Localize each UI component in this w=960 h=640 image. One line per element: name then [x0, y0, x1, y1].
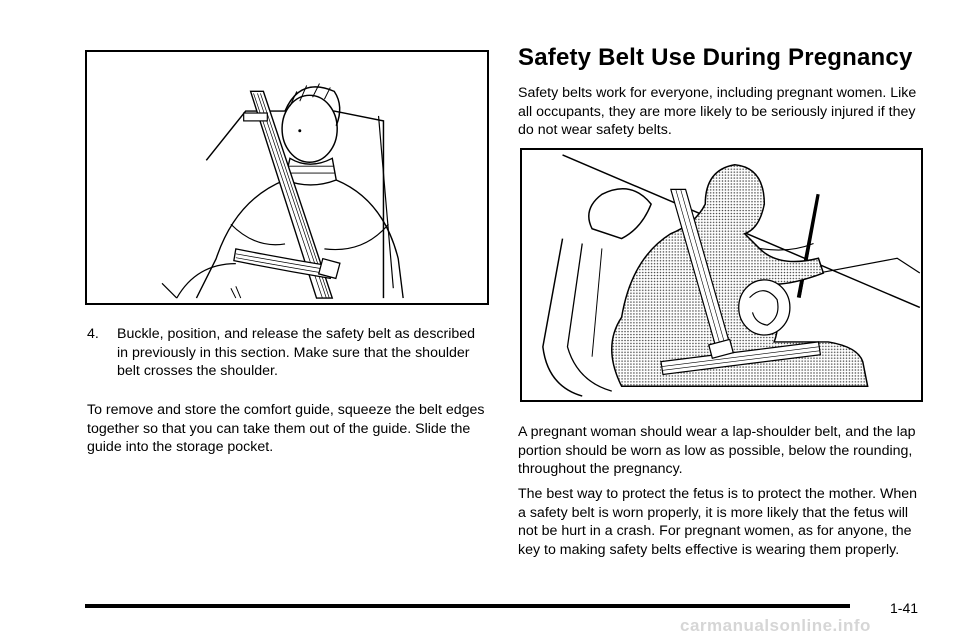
step-text: Buckle, position, and release the safety belt as described in previously in this section. Make sure that the shoulder belt crosses the shoulder.	[117, 326, 476, 379]
child-safety-belt-illustration	[85, 50, 489, 305]
step-4	[87, 325, 487, 381]
pregnant-woman-belt-illustration	[520, 148, 923, 402]
child-belt-drawing	[87, 52, 487, 303]
step-number: 4.	[87, 326, 99, 342]
footer-rule	[85, 604, 850, 608]
page-number: 1-41	[890, 600, 919, 616]
watermark: carmanualsonline.info	[680, 616, 871, 635]
fetus-protection-paragraph: The best way to protect the fetus is to protect the mother. When a safety belt is worn properly, it is more likely that the fetus will not be hurt in a crash. For pregnant women, as for anyone, the key to making safety belts effective is wearing them properly.	[518, 486, 918, 558]
comfort-guide-paragraph: To remove and store the comfort guide, squeeze the belt edges together so that you can take them out of the guide. Slide the guide into the storage pocket.	[87, 402, 485, 455]
pregnancy-intro-paragraph: Safety belts work for everyone, including pregnant women. Like all occupants, they are more likely to be seriously injured if they do not wear safety belts.	[518, 85, 917, 138]
section-heading: Safety Belt Use During Pregnancy	[518, 44, 913, 71]
pregnant-belt-drawing	[522, 150, 921, 400]
lap-belt-paragraph: A pregnant woman should wear a lap-shoulder belt, and the lap portion should be worn as low as possible, below the rounding, throughout the pregnancy.	[518, 424, 916, 477]
